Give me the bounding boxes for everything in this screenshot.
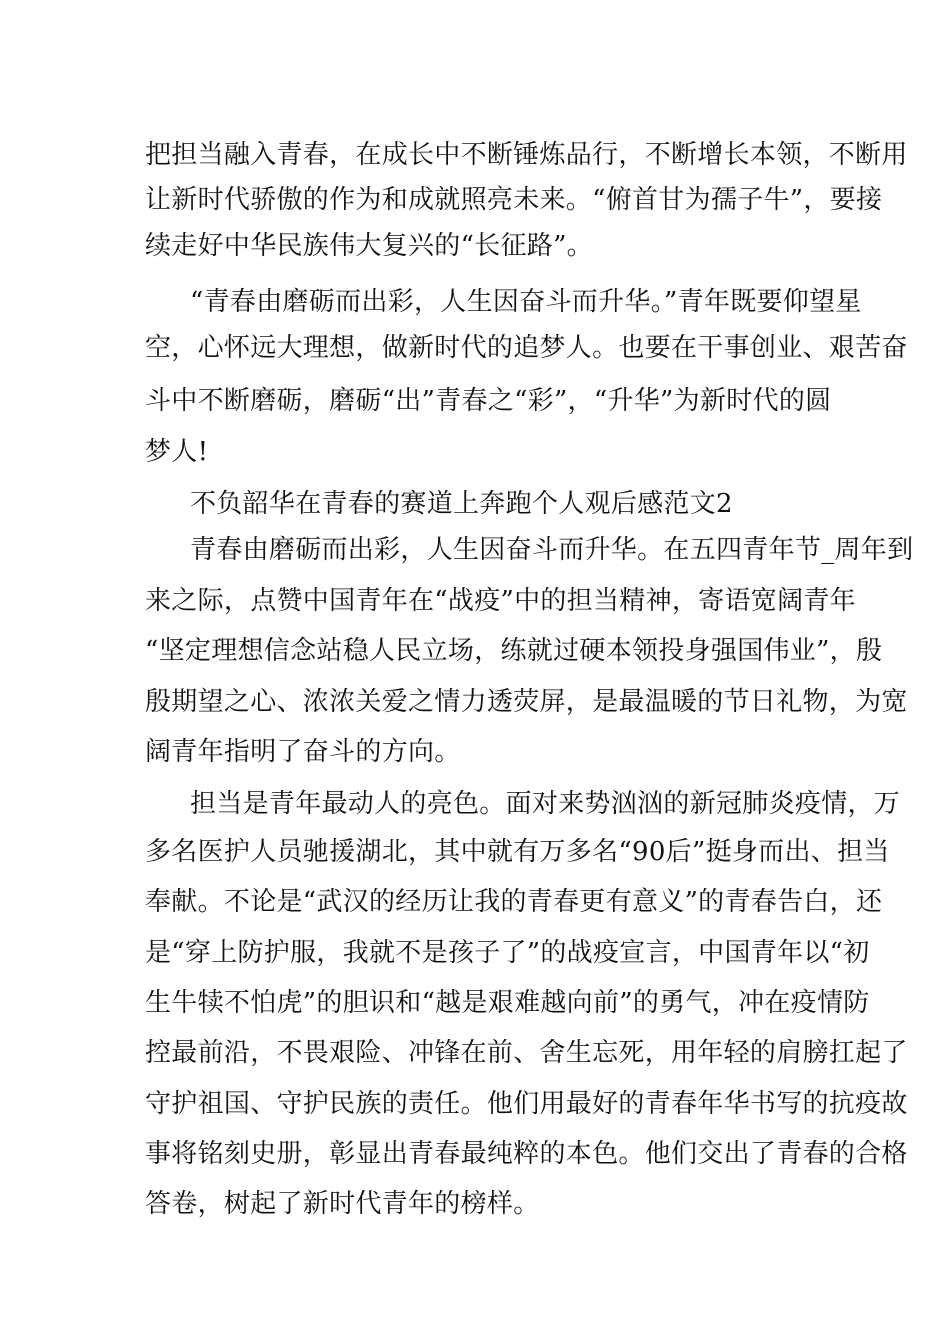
text-line: 来之际，点赞中国青年在“战疫”中的担当精神，寄语宽阔青年 (145, 586, 856, 616)
text-line: 守护祖国、守护民族的责任。他们用最好的青春年华书写的抗疫故 (145, 1089, 908, 1119)
text-line: 把担当融入青春，在成长中不断锤炼品行，不断增长本领，不断用 (145, 140, 908, 170)
text-line: 青春由磨砺而出彩，人生因奋斗而升华。在五四青年节_周年到 (190, 535, 914, 565)
text-line: 阔青年指明了奋斗的方向。 (145, 737, 461, 767)
text-line: 空，心怀远大理想，做新时代的追梦人。也要在干事创业、艰苦奋 (145, 333, 908, 363)
text-line: 担当是青年最动人的亮色。面对来势汹汹的新冠肺炎疫情，万 (190, 789, 901, 819)
text-line: 让新时代骄傲的作为和成就照亮未来。“俯首甘为孺子牛”，要接 (145, 185, 883, 215)
text-line: 斗中不断磨砺，磨砺“出”青春之“彩”，“升华”为新时代的圆 (145, 386, 832, 416)
text-line: 是“穿上防护服，我就不是孩子了”的战疫宣言，中国青年以“初 (145, 938, 870, 968)
text-line: 事将铭刻史册，彰显出青春最纯粹的本色。他们交出了青春的合格 (145, 1139, 908, 1169)
text-line: 殷期望之心、浓浓关爱之情力透荧屏，是最温暖的节日礼物，为宽 (145, 687, 908, 717)
section-heading: 不负韶华在青春的赛道上奔跑个人观后感范文2 (190, 489, 733, 519)
text-line: 奉献。不论是“武汉的经历让我的青春更有意义”的青春告白，还 (145, 887, 883, 917)
text-line: “坚定理想信念站稳人民立场，练就过硬本领投身强国伟业”，殷 (145, 636, 883, 666)
text-line: 梦人! (145, 437, 209, 467)
text-line: 续走好中华民族伟大复兴的“长征路”。 (145, 231, 593, 261)
text-line: 多名医护人员驰援湖北，其中就有万多名“90后”挺身而出、担当 (145, 837, 890, 867)
text-line: 控最前沿，不畏艰险、冲锋在前、舍生忘死，用年轻的肩膀扛起了 (145, 1038, 908, 1068)
text-line: 生牛犊不怕虎”的胆识和“越是艰难越向前”的勇气，冲在疫情防 (145, 988, 870, 1018)
text-line: 答卷，树起了新时代青年的榜样。 (145, 1189, 540, 1219)
text-line: “青春由磨砺而出彩，人生因奋斗而升华。”青年既要仰望星 (190, 287, 862, 317)
